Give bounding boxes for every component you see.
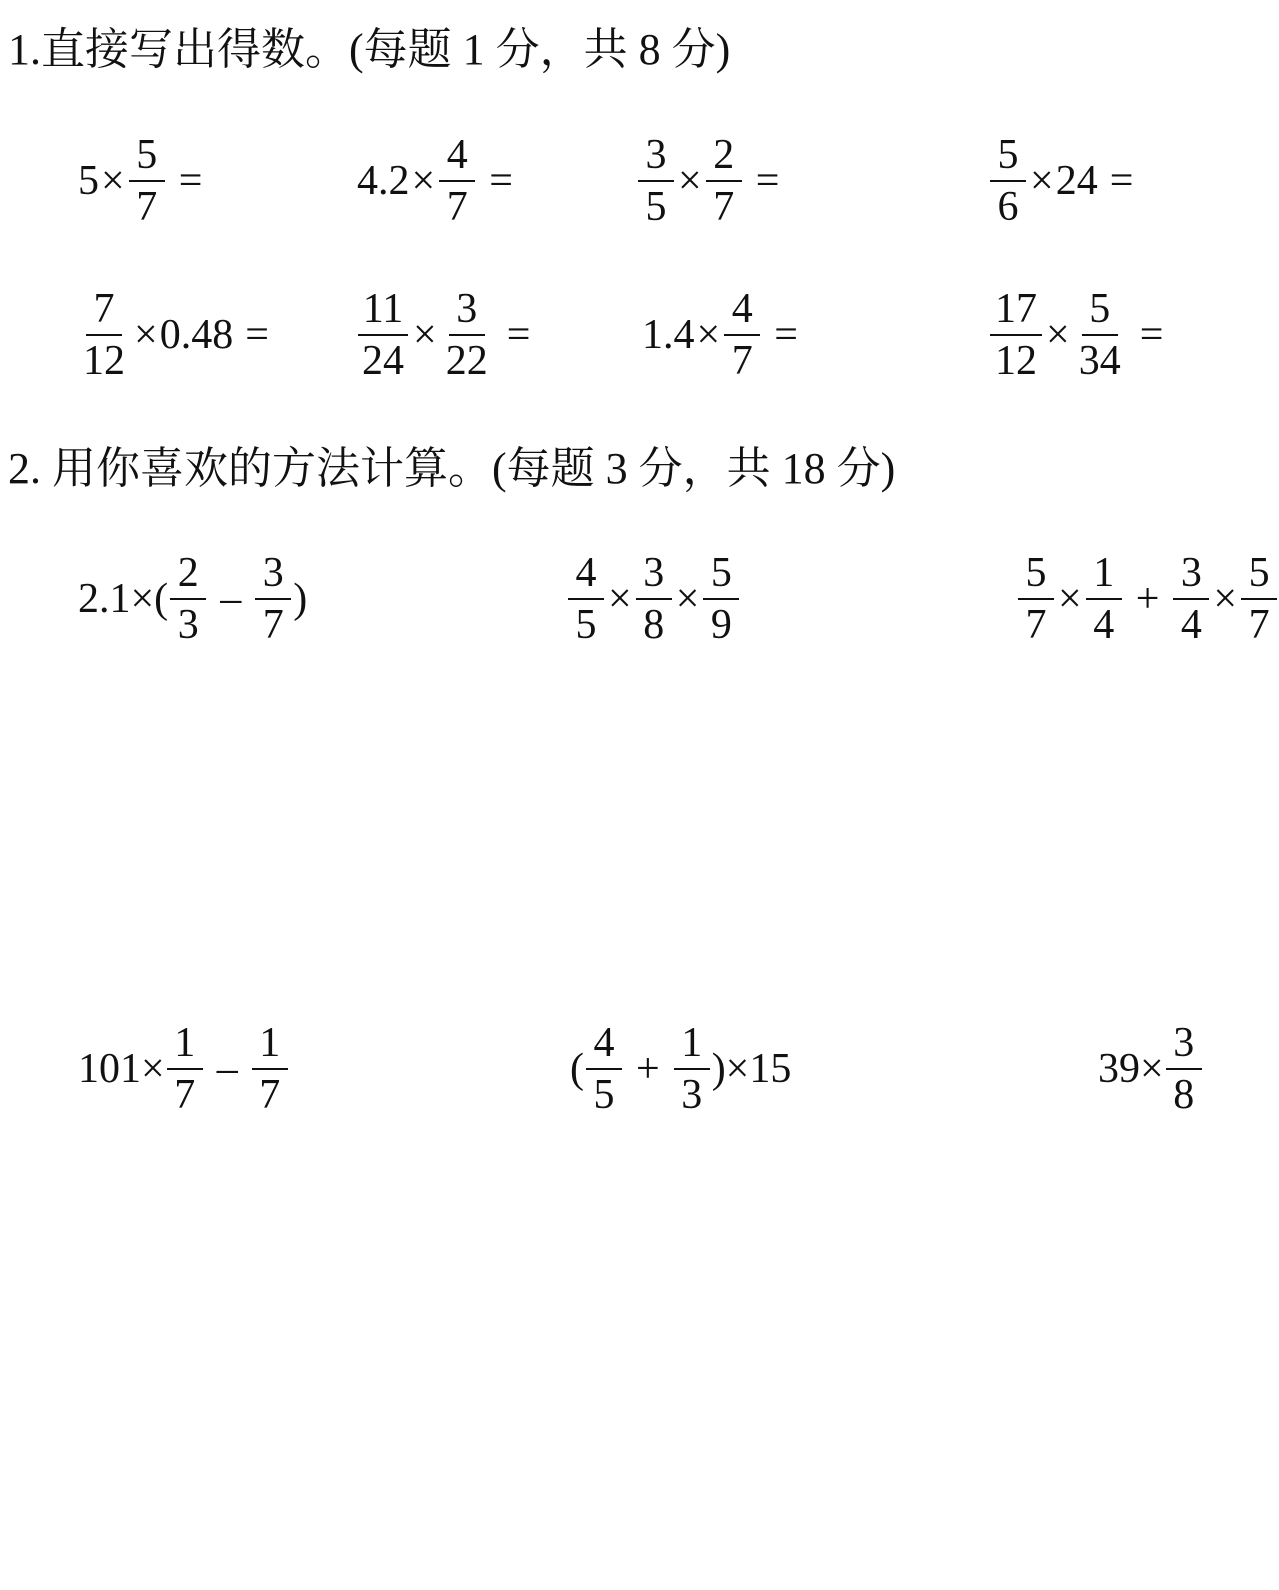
fraction <box>167 1022 203 1116</box>
denominator: 4 <box>1180 602 1202 648</box>
fraction <box>441 288 493 382</box>
problem-1-6 <box>355 288 530 382</box>
numerator: 3 <box>449 288 485 336</box>
numerator: 2 <box>706 134 742 182</box>
denominator: 4 <box>1093 602 1115 648</box>
numerator: 5 <box>1082 288 1118 336</box>
problem-2-3 <box>1016 552 1279 646</box>
fraction <box>1018 552 1054 646</box>
numerator: 5 <box>1241 552 1277 600</box>
numerator: 5 <box>703 552 739 600</box>
denominator: 8 <box>1173 1072 1195 1118</box>
problem-1-1 <box>78 134 202 228</box>
denominator: 7 <box>1248 602 1270 648</box>
denominator: 7 <box>1025 602 1047 648</box>
fraction <box>674 1022 710 1116</box>
numerator: 5 <box>990 134 1026 182</box>
fraction <box>129 134 165 228</box>
numerator: 3 <box>255 552 291 600</box>
problem-2-5 <box>570 1022 791 1116</box>
numerator: 5 <box>129 134 165 182</box>
expression-prefix: 2.1×( <box>78 576 169 622</box>
equals-sign: = <box>506 312 531 358</box>
fraction <box>357 288 409 382</box>
fraction <box>1173 552 1209 646</box>
minus-sign: – <box>220 576 242 622</box>
times-sign: × <box>608 576 632 622</box>
equals-sign: = <box>774 312 798 358</box>
minus-sign: – <box>216 1046 238 1092</box>
problem-1-3 <box>636 134 779 228</box>
numerator: 3 <box>636 552 672 600</box>
numerator: 3 <box>638 134 674 182</box>
fraction <box>638 134 674 228</box>
denominator: 7 <box>136 184 158 230</box>
expression-suffix: )×15 <box>711 1046 792 1092</box>
denominator: 12 <box>83 338 125 384</box>
denominator: 9 <box>710 602 732 648</box>
equals-sign: = <box>1109 158 1134 204</box>
times-sign: × <box>101 158 125 204</box>
fraction <box>568 552 604 646</box>
fraction <box>706 134 742 228</box>
plus-sign: + <box>1135 576 1160 622</box>
fraction <box>1166 1022 1202 1116</box>
fraction <box>255 552 291 646</box>
times-sign: × <box>411 158 436 204</box>
fraction <box>703 552 739 646</box>
numerator: 1 <box>1086 552 1122 600</box>
equals-sign: = <box>489 158 513 204</box>
fraction <box>724 288 760 382</box>
numerator: 4 <box>724 288 760 336</box>
denominator: 22 <box>445 338 488 384</box>
numerator: 3 <box>1173 552 1209 600</box>
problem-2-6 <box>1098 1022 1204 1116</box>
plus-sign: + <box>636 1046 660 1092</box>
whole-number: 4.2 <box>357 158 410 204</box>
whole-number: 5 <box>78 158 99 204</box>
problem-1-5 <box>76 288 269 382</box>
problem-2-2 <box>566 552 741 646</box>
problem-1-4 <box>988 134 1133 228</box>
times-sign: × <box>678 158 702 204</box>
numerator: 1 <box>674 1022 710 1070</box>
denominator: 5 <box>645 184 667 230</box>
numerator: 11 <box>358 288 408 336</box>
numerator: 3 <box>1166 1022 1202 1070</box>
times-sign: × <box>696 312 721 358</box>
times-sign: × <box>675 576 700 622</box>
denominator: 5 <box>593 1072 615 1118</box>
equals-sign: = <box>178 158 203 204</box>
numerator: 4 <box>586 1022 622 1070</box>
fraction <box>636 552 672 646</box>
denominator: 8 <box>643 602 665 648</box>
numerator: 5 <box>1018 552 1054 600</box>
expression-prefix: 101× <box>78 1046 165 1092</box>
denominator: 7 <box>713 184 735 230</box>
problem-2-4 <box>78 1022 290 1116</box>
numerator: 7 <box>86 288 122 336</box>
times-sign: × <box>1213 576 1238 622</box>
decimal-number: 0.48 <box>159 312 234 358</box>
times-sign: × <box>1030 158 1054 204</box>
equals-sign: = <box>755 158 780 204</box>
open-parenthesis: ( <box>570 1046 584 1092</box>
denominator: 6 <box>997 184 1019 230</box>
fraction <box>1241 552 1277 646</box>
numerator: 2 <box>170 552 206 600</box>
whole-number: 24 <box>1055 158 1098 204</box>
times-sign: × <box>413 312 437 358</box>
fraction <box>170 552 206 646</box>
numerator: 4 <box>439 134 475 182</box>
denominator: 7 <box>446 184 468 230</box>
fraction <box>78 288 130 382</box>
section-1-heading: 1.直接写出得数。(每题 1 分，共 8 分) <box>8 25 731 74</box>
fraction <box>586 1022 622 1116</box>
denominator: 7 <box>259 1072 281 1118</box>
problem-1-7 <box>642 288 798 382</box>
numerator: 1 <box>252 1022 288 1070</box>
denominator: 3 <box>681 1072 703 1118</box>
times-sign: × <box>134 312 158 358</box>
numerator: 17 <box>990 288 1042 336</box>
fraction <box>439 134 475 228</box>
equals-sign: = <box>245 312 269 358</box>
denominator: 12 <box>995 338 1037 384</box>
denominator: 7 <box>731 338 753 384</box>
expression-prefix: 39× <box>1098 1046 1164 1092</box>
numerator: 4 <box>568 552 604 600</box>
times-sign: × <box>1058 576 1082 622</box>
denominator: 24 <box>362 338 404 384</box>
equals-sign: = <box>1139 312 1164 358</box>
fraction <box>1074 288 1126 382</box>
times-sign: × <box>1046 312 1070 358</box>
fraction <box>252 1022 288 1116</box>
decimal-number: 1.4 <box>642 312 695 358</box>
fraction <box>990 288 1042 382</box>
section-2-heading: 2. 用你喜欢的方法计算。(每题 3 分，共 18 分) <box>8 444 896 493</box>
fraction <box>1086 552 1122 646</box>
numerator: 1 <box>167 1022 203 1070</box>
denominator: 7 <box>174 1072 196 1118</box>
denominator: 3 <box>177 602 199 648</box>
fraction <box>990 134 1026 228</box>
problem-1-8 <box>988 288 1163 382</box>
close-parenthesis: ) <box>293 576 308 622</box>
problem-1-2 <box>357 134 513 228</box>
denominator: 34 <box>1078 338 1121 384</box>
denominator: 7 <box>262 602 284 648</box>
denominator: 5 <box>575 602 597 648</box>
problem-2-1 <box>78 552 307 646</box>
